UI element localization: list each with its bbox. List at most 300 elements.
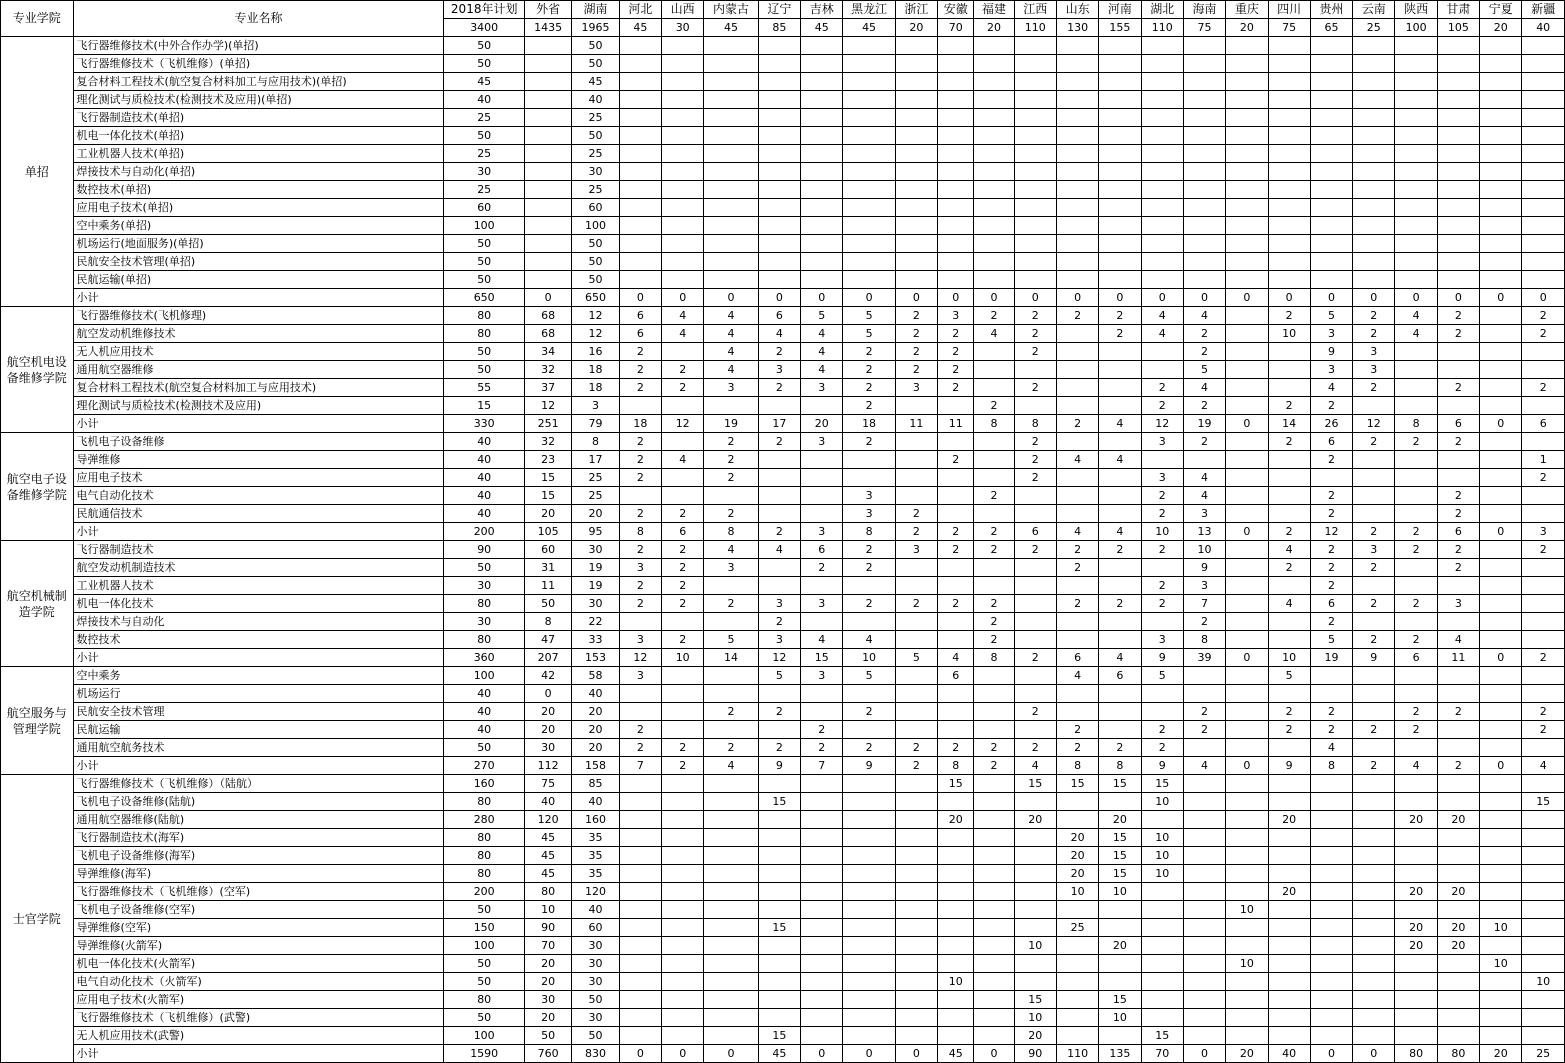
quota-cell (1480, 271, 1522, 289)
quota-cell: 18 (572, 379, 619, 397)
quota-cell (1522, 991, 1565, 1009)
quota-cell (974, 37, 1014, 55)
quota-cell: 8 (704, 523, 758, 541)
major-name: 飞行器维修技术（飞机维修）（陆航） (73, 775, 444, 793)
quota-cell: 2 (1395, 523, 1437, 541)
quota-cell (1056, 937, 1098, 955)
quota-cell (1183, 253, 1225, 271)
quota-cell: 2 (1141, 397, 1183, 415)
quota-cell: 12 (1353, 415, 1395, 433)
quota-cell (619, 847, 661, 865)
quota-cell: 4 (1310, 379, 1352, 397)
quota-cell (1099, 235, 1141, 253)
quota-cell: 4 (1056, 451, 1098, 469)
quota-cell (1437, 181, 1479, 199)
quota-cell (1353, 1009, 1395, 1027)
quota-cell (1437, 685, 1479, 703)
quota-cell (1099, 217, 1141, 235)
quota-cell: 2 (1268, 721, 1310, 739)
quota-cell: 2 (1183, 703, 1225, 721)
quota-cell: 0 (704, 289, 758, 307)
quota-cell (1480, 235, 1522, 253)
quota-cell: 50 (572, 37, 619, 55)
quota-cell: 2 (1310, 505, 1352, 523)
quota-cell (974, 919, 1014, 937)
quota-cell: 2 (662, 559, 704, 577)
quota-cell: 40 (572, 901, 619, 919)
quota-cell (758, 775, 800, 793)
quota-cell: 5 (843, 667, 895, 685)
major-name: 焊接技术与自动化 (73, 613, 444, 631)
quota-cell (1480, 559, 1522, 577)
quota-cell (1310, 163, 1352, 181)
quota-cell (1522, 811, 1565, 829)
quota-cell (801, 271, 843, 289)
major-column-header: 专业名称 (73, 1, 444, 37)
quota-cell (1395, 361, 1437, 379)
quota-cell (1014, 181, 1056, 199)
quota-cell: 2 (704, 505, 758, 523)
quota-cell (619, 703, 661, 721)
quota-cell (1437, 991, 1479, 1009)
quota-cell (974, 73, 1014, 91)
quota-cell: 10 (843, 649, 895, 667)
quota-cell (1480, 901, 1522, 919)
quota-cell: 0 (1099, 289, 1141, 307)
quota-cell: 8 (974, 649, 1014, 667)
table-row (1, 901, 1565, 919)
quota-cell (525, 217, 572, 235)
quota-cell: 4 (704, 541, 758, 559)
quota-cell (662, 199, 704, 217)
quota-cell: 6 (619, 325, 661, 343)
quota-cell: 3 (704, 559, 758, 577)
quota-cell: 6 (1014, 523, 1056, 541)
quota-cell (1099, 145, 1141, 163)
quota-cell (1395, 667, 1437, 685)
quota-cell: 40 (444, 685, 525, 703)
quota-cell: 0 (1480, 649, 1522, 667)
quota-cell (1395, 865, 1437, 883)
quota-cell (895, 1009, 937, 1027)
quota-cell: 760 (525, 1045, 572, 1063)
quota-cell (1437, 1009, 1479, 1027)
quota-cell (1099, 109, 1141, 127)
quota-cell: 4 (1056, 667, 1098, 685)
table-row (1, 199, 1565, 217)
quota-cell (1183, 181, 1225, 199)
quota-cell: 4 (704, 307, 758, 325)
quota-cell: 2 (1056, 415, 1098, 433)
quota-cell (619, 73, 661, 91)
quota-cell (1099, 37, 1141, 55)
quota-cell: 20 (525, 721, 572, 739)
quota-cell: 0 (1310, 289, 1352, 307)
quota-cell (843, 1009, 895, 1027)
quota-cell: 6 (1522, 415, 1565, 433)
quota-cell: 3 (938, 307, 974, 325)
quota-cell (1522, 865, 1565, 883)
quota-cell (1353, 685, 1395, 703)
quota-cell (801, 829, 843, 847)
quota-cell: 2 (662, 739, 704, 757)
quota-cell (1268, 505, 1310, 523)
quota-cell: 50 (444, 559, 525, 577)
quota-cell (758, 451, 800, 469)
quota-cell: 4 (1056, 523, 1098, 541)
quota-cell (843, 91, 895, 109)
quota-cell (1099, 613, 1141, 631)
quota-cell (1522, 829, 1565, 847)
quota-cell (758, 91, 800, 109)
quota-cell: 15 (938, 775, 974, 793)
quota-cell (1141, 91, 1183, 109)
quota-cell (843, 811, 895, 829)
quota-cell: 8 (1310, 757, 1352, 775)
quota-cell (1141, 181, 1183, 199)
quota-cell (895, 955, 937, 973)
quota-cell: 3 (895, 379, 937, 397)
quota-cell (1226, 775, 1268, 793)
column-header: 安徽 (938, 1, 974, 19)
quota-cell: 15 (1522, 793, 1565, 811)
quota-cell (758, 487, 800, 505)
quota-cell (1226, 541, 1268, 559)
quota-cell: 10 (1014, 1009, 1056, 1027)
quota-cell (758, 181, 800, 199)
quota-cell: 0 (801, 1045, 843, 1063)
quota-cell: 0 (1226, 289, 1268, 307)
column-header: 福建 (974, 1, 1014, 19)
quota-cell: 2 (619, 721, 661, 739)
column-total: 1965 (572, 19, 619, 37)
quota-cell: 2 (1099, 739, 1141, 757)
quota-cell: 2 (1437, 559, 1479, 577)
quota-cell (1183, 199, 1225, 217)
quota-cell (1099, 721, 1141, 739)
quota-cell (704, 667, 758, 685)
quota-cell (662, 1009, 704, 1027)
quota-cell (1437, 127, 1479, 145)
quota-cell: 0 (704, 1045, 758, 1063)
quota-cell (1226, 631, 1268, 649)
quota-cell (1226, 199, 1268, 217)
quota-cell (1099, 955, 1141, 973)
quota-cell: 2 (1310, 613, 1352, 631)
quota-cell (1099, 793, 1141, 811)
quota-cell (801, 217, 843, 235)
subtotal-label: 小计 (73, 757, 444, 775)
quota-cell: 2 (895, 325, 937, 343)
quota-cell: 3 (1183, 577, 1225, 595)
quota-cell: 9 (1353, 649, 1395, 667)
quota-cell (895, 271, 937, 289)
quota-cell (938, 55, 974, 73)
quota-cell: 100 (444, 667, 525, 685)
quota-cell: 8 (974, 415, 1014, 433)
quota-cell: 2 (974, 613, 1014, 631)
quota-cell (1522, 397, 1565, 415)
quota-cell: 40 (444, 91, 525, 109)
quota-cell: 50 (572, 55, 619, 73)
quota-cell (619, 217, 661, 235)
column-total: 85 (758, 19, 800, 37)
quota-cell (974, 937, 1014, 955)
quota-cell (895, 73, 937, 91)
quota-cell: 10 (1268, 649, 1310, 667)
quota-cell (1183, 937, 1225, 955)
quota-cell (1480, 469, 1522, 487)
major-name: 应用电子技术(火箭军) (73, 991, 444, 1009)
quota-cell (704, 55, 758, 73)
quota-cell: 5 (1310, 307, 1352, 325)
quota-cell: 2 (1183, 343, 1225, 361)
quota-cell (525, 109, 572, 127)
quota-cell: 2 (758, 613, 800, 631)
quota-cell (895, 919, 937, 937)
quota-cell (895, 685, 937, 703)
subtotal-row (1, 289, 1565, 307)
quota-cell (938, 433, 974, 451)
quota-cell (801, 55, 843, 73)
quota-cell (619, 865, 661, 883)
quota-cell: 18 (619, 415, 661, 433)
quota-cell (974, 271, 1014, 289)
quota-cell (1310, 1009, 1352, 1027)
quota-cell (1226, 181, 1268, 199)
quota-cell: 2 (843, 595, 895, 613)
quota-cell (1183, 865, 1225, 883)
quota-cell (801, 397, 843, 415)
table-row (1, 775, 1565, 793)
quota-cell (1437, 469, 1479, 487)
quota-cell (801, 253, 843, 271)
quota-cell (1310, 1027, 1352, 1045)
quota-cell: 200 (444, 523, 525, 541)
quota-cell (662, 271, 704, 289)
quota-cell: 2 (619, 505, 661, 523)
quota-cell (1226, 991, 1268, 1009)
quota-cell: 0 (1183, 1045, 1225, 1063)
quota-cell (801, 847, 843, 865)
quota-cell (843, 883, 895, 901)
quota-cell (1437, 109, 1479, 127)
quota-cell: 4 (1141, 307, 1183, 325)
quota-cell (704, 235, 758, 253)
subtotal-row (1, 649, 1565, 667)
quota-cell: 2 (895, 595, 937, 613)
quota-cell (1014, 667, 1056, 685)
quota-cell (1099, 973, 1141, 991)
quota-cell: 2 (1353, 379, 1395, 397)
quota-cell (1014, 865, 1056, 883)
quota-cell: 0 (662, 1045, 704, 1063)
quota-cell: 15 (801, 649, 843, 667)
quota-cell (974, 685, 1014, 703)
quota-cell: 45 (525, 847, 572, 865)
subtotal-label: 小计 (73, 523, 444, 541)
major-name: 飞机电子设备维修(海军) (73, 847, 444, 865)
college-name: 航空服务与管理学院 (1, 667, 74, 775)
quota-cell (662, 667, 704, 685)
quota-cell (1522, 487, 1565, 505)
quota-cell: 20 (801, 415, 843, 433)
quota-cell (758, 721, 800, 739)
quota-cell (938, 793, 974, 811)
quota-cell: 2 (938, 523, 974, 541)
quota-cell (1056, 55, 1098, 73)
quota-cell (1141, 919, 1183, 937)
quota-cell: 0 (1226, 523, 1268, 541)
quota-cell (1268, 253, 1310, 271)
quota-cell: 20 (1437, 937, 1479, 955)
subtotal-label: 小计 (73, 415, 444, 433)
header-row (1, 1, 1565, 19)
major-name: 机电一体化技术(单招) (73, 127, 444, 145)
quota-cell: 2 (704, 595, 758, 613)
quota-cell: 19 (572, 559, 619, 577)
quota-cell: 15 (525, 487, 572, 505)
quota-cell (974, 181, 1014, 199)
quota-cell (938, 937, 974, 955)
quota-cell: 15 (1056, 775, 1098, 793)
table-row (1, 631, 1565, 649)
quota-cell: 2 (843, 739, 895, 757)
table-row (1, 991, 1565, 1009)
quota-cell (1522, 505, 1565, 523)
quota-cell (1395, 235, 1437, 253)
column-header: 河北 (619, 1, 661, 19)
quota-cell (1437, 613, 1479, 631)
quota-cell (1099, 343, 1141, 361)
quota-cell (1310, 667, 1352, 685)
quota-cell: 2 (758, 379, 800, 397)
quota-cell (758, 199, 800, 217)
quota-cell: 20 (1395, 919, 1437, 937)
quota-cell (895, 775, 937, 793)
column-header: 云南 (1353, 1, 1395, 19)
quota-cell (1014, 973, 1056, 991)
table-row (1, 505, 1565, 523)
quota-cell (1268, 793, 1310, 811)
quota-cell (1226, 739, 1268, 757)
quota-cell (704, 181, 758, 199)
quota-cell: 2 (1141, 577, 1183, 595)
quota-cell: 20 (1437, 811, 1479, 829)
quota-cell (1014, 37, 1056, 55)
quota-cell (1014, 829, 1056, 847)
quota-cell (1183, 847, 1225, 865)
quota-cell (974, 667, 1014, 685)
column-total: 70 (938, 19, 974, 37)
quota-cell (1226, 973, 1268, 991)
quota-cell (1353, 505, 1395, 523)
quota-cell: 15 (1014, 991, 1056, 1009)
quota-cell: 2 (974, 523, 1014, 541)
quota-cell (1310, 811, 1352, 829)
quota-cell: 2 (895, 739, 937, 757)
quota-cell: 2 (1437, 379, 1479, 397)
quota-cell (1014, 253, 1056, 271)
quota-cell (938, 181, 974, 199)
quota-cell (1522, 595, 1565, 613)
quota-cell: 50 (572, 271, 619, 289)
quota-cell (801, 685, 843, 703)
quota-cell: 45 (444, 73, 525, 91)
quota-cell (662, 181, 704, 199)
table-row (1, 937, 1565, 955)
quota-cell (1480, 163, 1522, 181)
quota-cell: 42 (525, 667, 572, 685)
quota-cell: 10 (1480, 919, 1522, 937)
quota-cell: 8 (1099, 757, 1141, 775)
quota-cell (1141, 163, 1183, 181)
quota-cell: 3 (1141, 631, 1183, 649)
quota-cell: 2 (1141, 487, 1183, 505)
quota-cell (1437, 721, 1479, 739)
quota-cell: 0 (1480, 289, 1522, 307)
quota-cell (619, 109, 661, 127)
quota-cell: 15 (758, 793, 800, 811)
quota-cell (1056, 217, 1098, 235)
quota-cell (1480, 1027, 1522, 1045)
quota-cell: 2 (974, 487, 1014, 505)
quota-cell: 2 (843, 541, 895, 559)
quota-cell (1480, 343, 1522, 361)
quota-cell (1183, 109, 1225, 127)
quota-cell: 4 (801, 361, 843, 379)
quota-cell (1056, 577, 1098, 595)
subtotal-label: 小计 (73, 649, 444, 667)
quota-cell: 3 (619, 559, 661, 577)
quota-cell (1437, 865, 1479, 883)
quota-cell: 2 (1268, 307, 1310, 325)
quota-cell (1395, 397, 1437, 415)
quota-cell (662, 865, 704, 883)
quota-cell (801, 775, 843, 793)
subtotal-label: 小计 (73, 1045, 444, 1063)
quota-cell (843, 451, 895, 469)
quota-cell (938, 163, 974, 181)
column-header: 新疆 (1522, 1, 1565, 19)
quota-cell (974, 505, 1014, 523)
quota-cell (662, 919, 704, 937)
quota-cell (1522, 631, 1565, 649)
quota-cell (1226, 127, 1268, 145)
quota-cell (1395, 91, 1437, 109)
quota-cell: 2 (758, 703, 800, 721)
quota-cell: 2 (1437, 307, 1479, 325)
quota-cell: 30 (525, 991, 572, 1009)
quota-cell: 35 (572, 865, 619, 883)
quota-cell: 0 (619, 1045, 661, 1063)
quota-cell: 30 (444, 577, 525, 595)
quota-cell (1183, 73, 1225, 91)
quota-cell: 2 (1395, 433, 1437, 451)
quota-cell (974, 145, 1014, 163)
quota-cell: 100 (572, 217, 619, 235)
quota-cell (704, 37, 758, 55)
quota-cell: 0 (1226, 757, 1268, 775)
quota-cell (619, 901, 661, 919)
quota-cell: 10 (1099, 883, 1141, 901)
quota-cell: 20 (1226, 1045, 1268, 1063)
quota-cell (1522, 109, 1565, 127)
quota-cell: 0 (525, 289, 572, 307)
quota-cell (938, 559, 974, 577)
quota-cell (1268, 451, 1310, 469)
quota-cell (974, 163, 1014, 181)
